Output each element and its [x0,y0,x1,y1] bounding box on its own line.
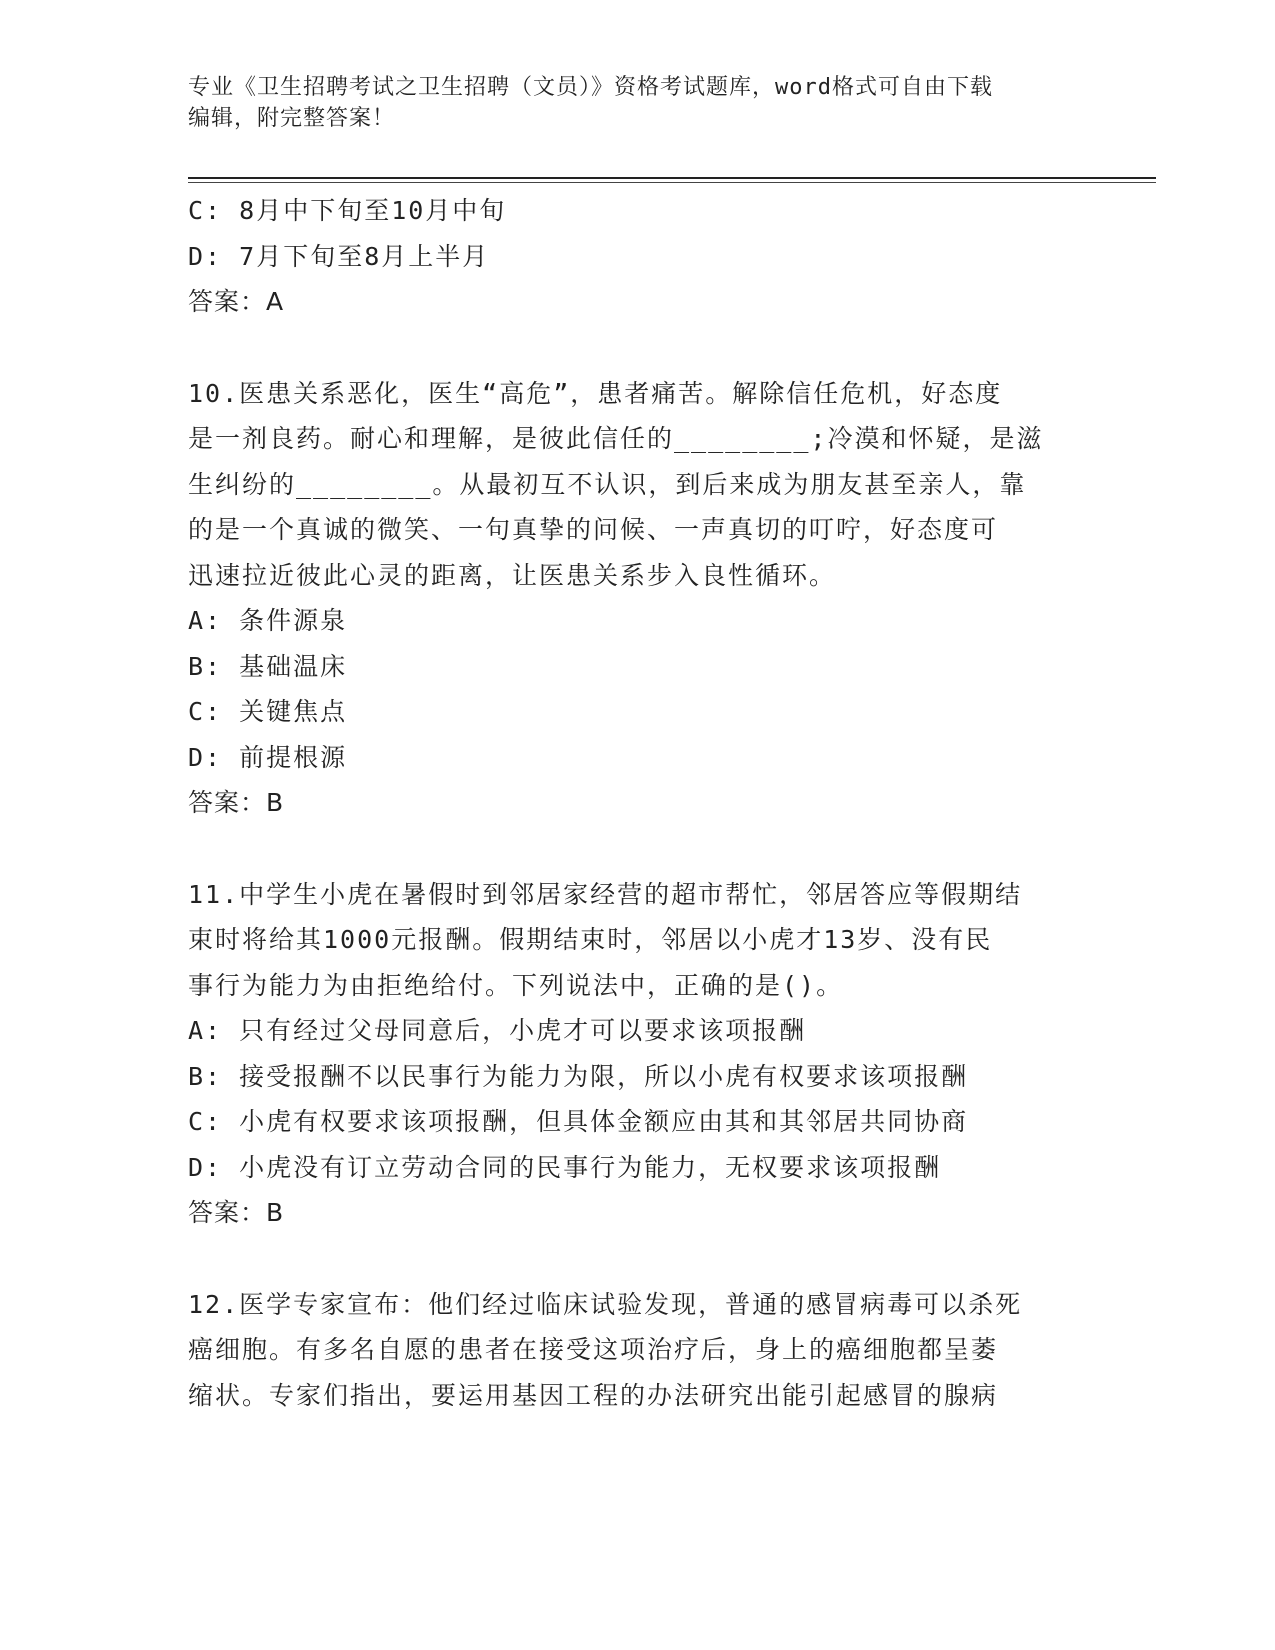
question-text-line: 缩状。专家们指出，要运用基因工程的办法研究出能引起感冒的腺病 [188,1380,999,1410]
question-text-line: 的是一个真诚的微笑、一句真挚的问候、一声真切的叮咛，好态度可 [188,515,999,544]
question-text-line: 癌细胞。有多名自愿的患者在接受这项治疗后，身上的癌细胞都呈萎 [188,1335,999,1364]
option-d: D: 前提根源 [188,742,348,772]
header-rule-thick [188,177,1156,179]
header-rule-thin [188,182,1156,183]
question-text-line: 事行为能力为由拒绝给付。下列说法中，正确的是()。 [188,970,844,1000]
question-text-line: 11.中学生小虎在暑假时到邻居家经营的超市帮忙，邻居答应等假期结 [188,879,1023,909]
question-text-line: 束时将给其1000元报酬。假期结束时，邻居以小虎才13岁、没有民 [188,925,993,954]
question-text-line: 10.医患关系恶化，医生“高危”，患者痛苦。解除信任危机，好态度 [188,378,1003,408]
question-10 [188,371,1088,826]
option-b: B: 接受报酬不以民事行为能力为限，所以小虎有权要求该项报酬 [188,1061,969,1091]
question-text-line: 迅速拉近彼此心灵的距离，让医患关系步入良性循环。 [188,560,837,590]
spacer [188,325,1088,371]
spacer [188,1236,1088,1282]
option-b: B: 基础温床 [188,651,348,681]
question-11 [188,872,1088,1236]
header-line-2: 编辑，附完整答案！ [188,106,396,131]
question-9-tail [188,188,1088,325]
question-text-line: 生纠纷的________。从最初互不认识，到后来成为朋友甚至亲人，靠 [188,469,1027,499]
option-c: C: 8月中下旬至10月中旬 [188,196,507,225]
answer-line: 答案：B [188,788,285,817]
spacer [188,826,1088,872]
question-12 [188,1282,1088,1419]
answer-line: 答案：B [188,1198,285,1227]
question-text-line: 是一剂良药。耐心和理解，是彼此信任的________;冷漠和怀疑，是滋 [188,424,1044,453]
option-a: A: 只有经过父母同意后，小虎才可以要求该项报酬 [188,1016,807,1045]
option-a: A: 条件源泉 [188,606,348,635]
answer-line: 答案：A [188,287,285,316]
option-d: D: 小虎没有订立劳动合同的民事行为能力，无权要求该项报酬 [188,1152,942,1182]
header-line-1: 专业《卫生招聘考试之卫生招聘（文员）》资格考试题库，word格式可自由下载 [188,75,993,100]
option-c: C: 小虎有权要求该项报酬，但具体金额应由其和其邻居共同协商 [188,1107,969,1136]
option-d: D: 7月下旬至8月上半月 [188,241,490,271]
page-content [188,188,1088,1418]
question-text-line: 12.医学专家宣布：他们经过临床试验发现，普通的感冒病毒可以杀死 [188,1289,1023,1319]
option-c: C: 关键焦点 [188,697,348,726]
page-header [188,72,1088,134]
